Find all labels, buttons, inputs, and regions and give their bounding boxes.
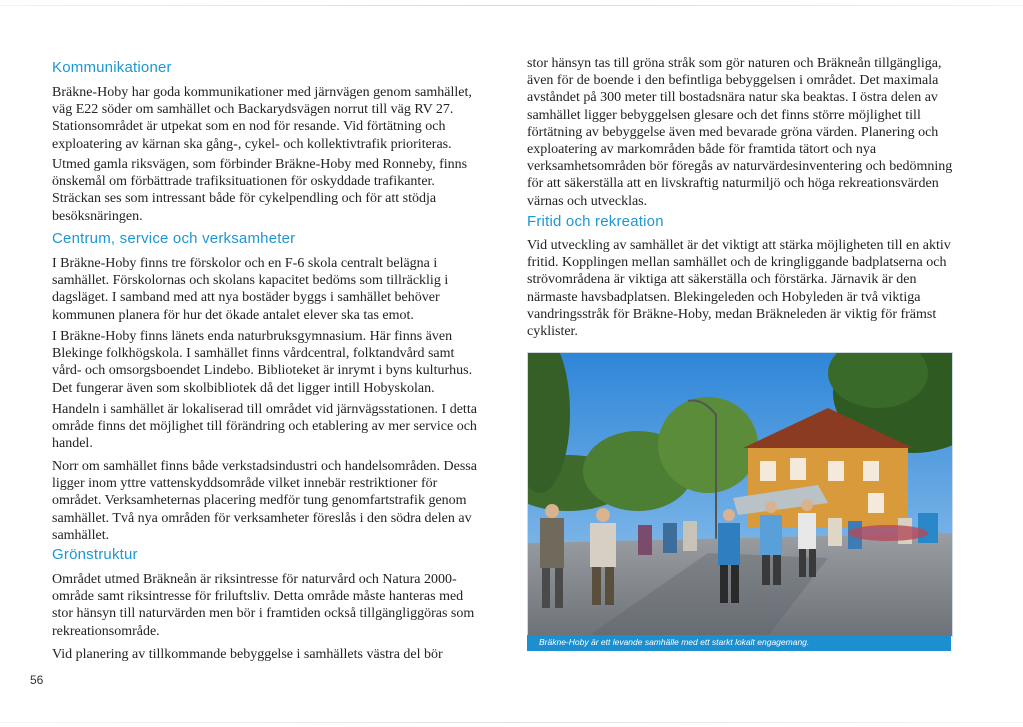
photo-caption-bar bbox=[527, 635, 951, 651]
paragraph: I Bräkne-Hoby finns tre förskolor och en F-6 skola centralt belägna i samhället. Förskolornas och skolans kapacitet bedöms som tillräcklig i dagsläget. I samband med att nya bostäder byggs i samhället behöver kommunen planera för hur det ökade antalet elever ska tas emot. bbox=[52, 256, 449, 323]
paragraph: stor hänsyn tas till gröna stråk som gör naturen och Bräkneån tillgängliga, även för de boende i den befintliga bebyggelsen i området. Det maximala avståndet på 300 meter till bostadsnära natur ska beaktas. I östra delen av samhället ligger bebyggelsen glesare och det finns större möjlighet till förtätning av bebyggelse även med bevarade gröna värden. Planering och exploatering av markområden både för framtida tätort och nya verksamhetsområden bör föregås av naturvärdesinventering och bedömning för att säkerställa att en livskraftig naturmiljö och höga rekreationsvärden värnas och utvecklas. bbox=[527, 56, 953, 209]
paragraph: I Bräkne-Hoby finns länets enda naturbruksgymnasium. Här finns även Blekinge folkhögskola. I samhället finns vårdcentral, folktandvård samt vård- och omsorgsboendet Lindebo. Biblioteket är inrymt i byns kulturhus. Det fungerar även som skolbibliotek då det ligger intill Hobyskolan. bbox=[52, 329, 473, 396]
top-rule bbox=[0, 5, 1023, 6]
paragraph: Området utmed Bräkneån är riksintresse för naturvård och Natura 2000-område samt riksintresse för friluftsliv. Detta område måste hanteras med stor hänsyn till naturvärden men bör i framtiden också tillgängliggöras som rekreationsområde. bbox=[52, 572, 475, 639]
bottom-rule bbox=[0, 722, 1023, 723]
page-number: 56 bbox=[30, 673, 44, 687]
paragraph: Norr om samhället finns både verkstadsindustri och handelsområden. Dessa ligger inom yttre vattenskyddsområde vilket innebär restriktioner för området. Verksamheternas placering medför tung genomfartstrafik genom samhället. Två nya områden för verksamheter föreslås i den södra delen av samhället. bbox=[52, 459, 477, 543]
photo-illustration bbox=[528, 353, 952, 636]
village-street-photo bbox=[527, 352, 953, 637]
heading-gronstruktur: Grönstruktur bbox=[52, 546, 138, 563]
paragraph: Handeln i samhället är lokaliserad till området vid järnvägsstationen. I detta område finns det möjlighet till förändring och etablering av mer service och handel. bbox=[52, 402, 477, 452]
heading-kommunikationer: Kommunikationer bbox=[52, 59, 172, 76]
paragraph: Utmed gamla riksvägen, som förbinder Bräkne-Hoby med Ronneby, finns önskemål om förbättrade trafiksituationen för oskyddade trafikanter. Sträckan ses som intressant både för cykelpendling och för att stödja besöksnäringen. bbox=[52, 157, 468, 224]
paragraph: Bräkne-Hoby har goda kommunikationer med järnvägen genom samhället, väg E22 söder om samhället och Backarydsvägen norrut till väg RV 27. Stationsområdet är utpekat som en nod för resande. Vid förtätning och exploatering av kärnan ska gång-, cykel- och kollektivtrafik prioriteras. bbox=[52, 85, 472, 152]
heading-centrum: Centrum, service och verksamheter bbox=[52, 230, 296, 247]
heading-fritid: Fritid och rekreation bbox=[527, 213, 664, 230]
photo-caption: Bräkne-Hoby är ett levande samhälle med ett starkt lokalt engagemang. bbox=[539, 637, 810, 647]
paragraph: Vid planering av tillkommande bebyggelse i samhällets västra del bör bbox=[52, 647, 443, 662]
paragraph: Vid utveckling av samhället är det viktigt att stärka möjligheten till en aktiv fritid. Kopplingen mellan samhället och de kringliggande badplatserna och strövområdena är viktiga att säkerställa och förstärka. Järnavik är den närmaste havsbadplatsen. Blekingeleden och Hobyleden är två viktiga vandringsstråk för Bräkne-Hoby, medan Bräkneleden är viktig för främst cyklister. bbox=[527, 238, 951, 340]
